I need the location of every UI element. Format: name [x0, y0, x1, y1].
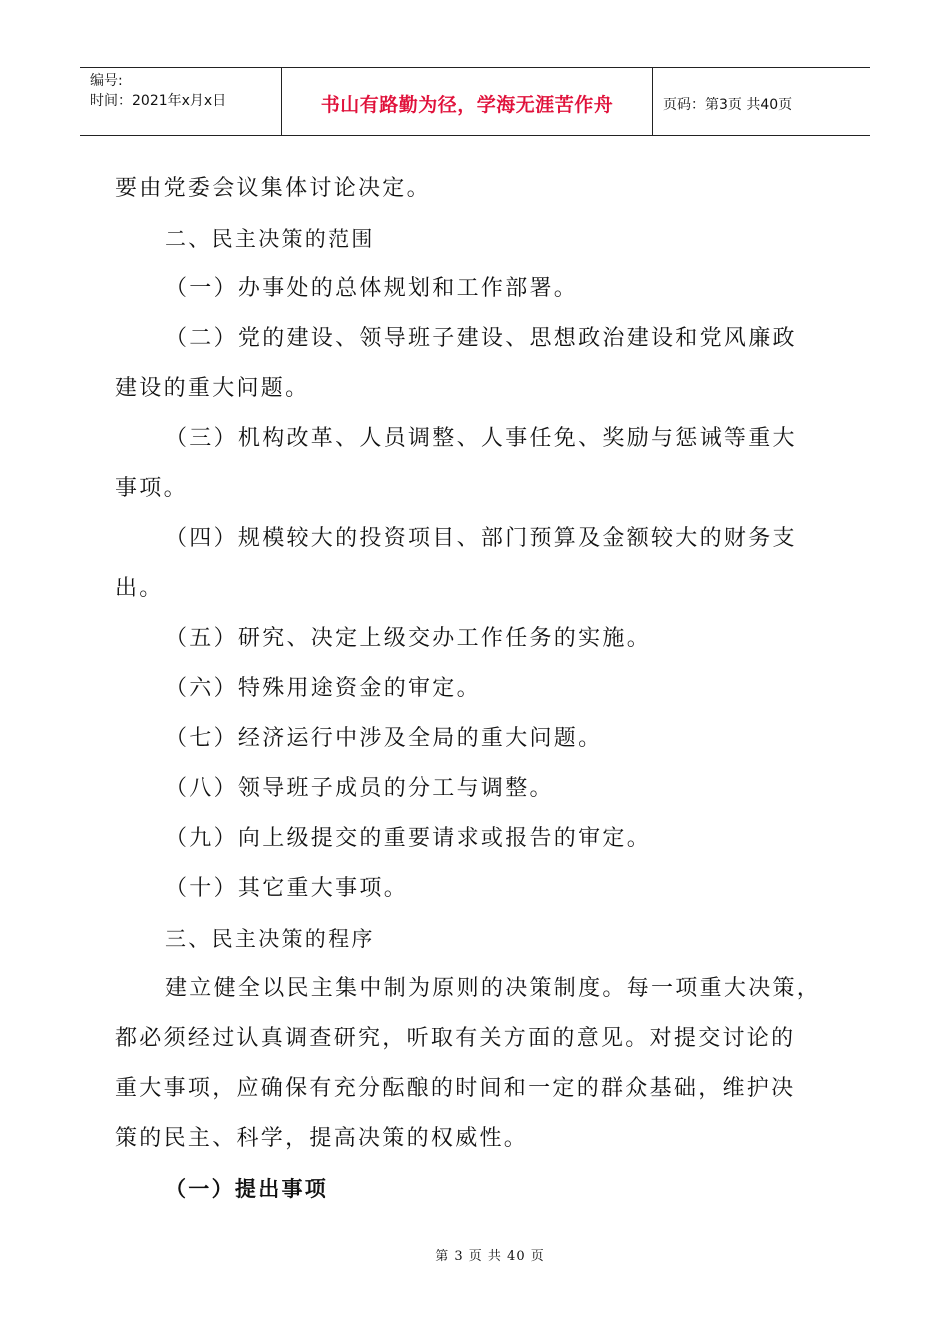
list-item: （六）特殊用途资金的审定。 [165, 676, 481, 701]
header-meta-cell [80, 68, 282, 135]
list-item: （四）规模较大的投资项目、部门预算及金额较大的财务支 [165, 526, 797, 551]
page-footer: 第 3 页 共 40 页 [435, 1249, 545, 1264]
list-item: （八）领导班子成员的分工与调整。 [165, 776, 554, 801]
section-heading: 二、民主决策的范围 [165, 227, 375, 251]
list-item-continuation: 建设的重大问题。 [115, 376, 310, 401]
list-item: （一）办事处的总体规划和工作部署。 [165, 276, 579, 301]
paragraph-line: 都必须经过认真调查研究，听取有关方面的意见。对提交讨论的 [115, 1026, 796, 1051]
paragraph-line: 要由党委会议集体讨论决定。 [115, 176, 431, 201]
paragraph-line: 重大事项，应确保有充分酝酿的时间和一定的群众基础，维护决 [115, 1076, 796, 1101]
list-item: （十）其它重大事项。 [165, 876, 409, 901]
list-item: （九）向上级提交的重要请求或报告的审定。 [165, 826, 652, 851]
list-item-continuation: 事项。 [115, 476, 188, 501]
subsection-heading: （一）提出事项 [165, 1177, 329, 1201]
paragraph-line: 建立健全以民主集中制为原则的决策制度。每一项重大决策， [165, 976, 822, 1001]
header-page-cell [653, 68, 870, 135]
paragraph-line: 策的民主、科学，提高决策的权威性。 [115, 1126, 529, 1151]
header-motto-cell [282, 68, 653, 135]
date-label: 时间：2021年x月x日 [90, 93, 227, 109]
number-label: 编号: [90, 73, 123, 89]
list-item-continuation: 出。 [115, 576, 164, 601]
list-item: （七）经济运行中涉及全局的重大问题。 [165, 726, 603, 751]
page-info: 页码：第3页 共40页 [663, 96, 793, 113]
motto: 书山有路勤为径，学海无涯苦作舟 [320, 94, 614, 116]
list-item: （二）党的建设、领导班子建设、思想政治建设和党风廉政 [165, 326, 797, 351]
document-body [115, 164, 840, 1214]
list-item: （五）研究、决定上级交办工作任务的实施。 [165, 626, 652, 651]
list-item: （三）机构改革、人员调整、人事任免、奖励与惩诫等重大 [165, 426, 797, 451]
header-table [80, 67, 870, 136]
section-heading: 三、民主决策的程序 [165, 927, 375, 951]
